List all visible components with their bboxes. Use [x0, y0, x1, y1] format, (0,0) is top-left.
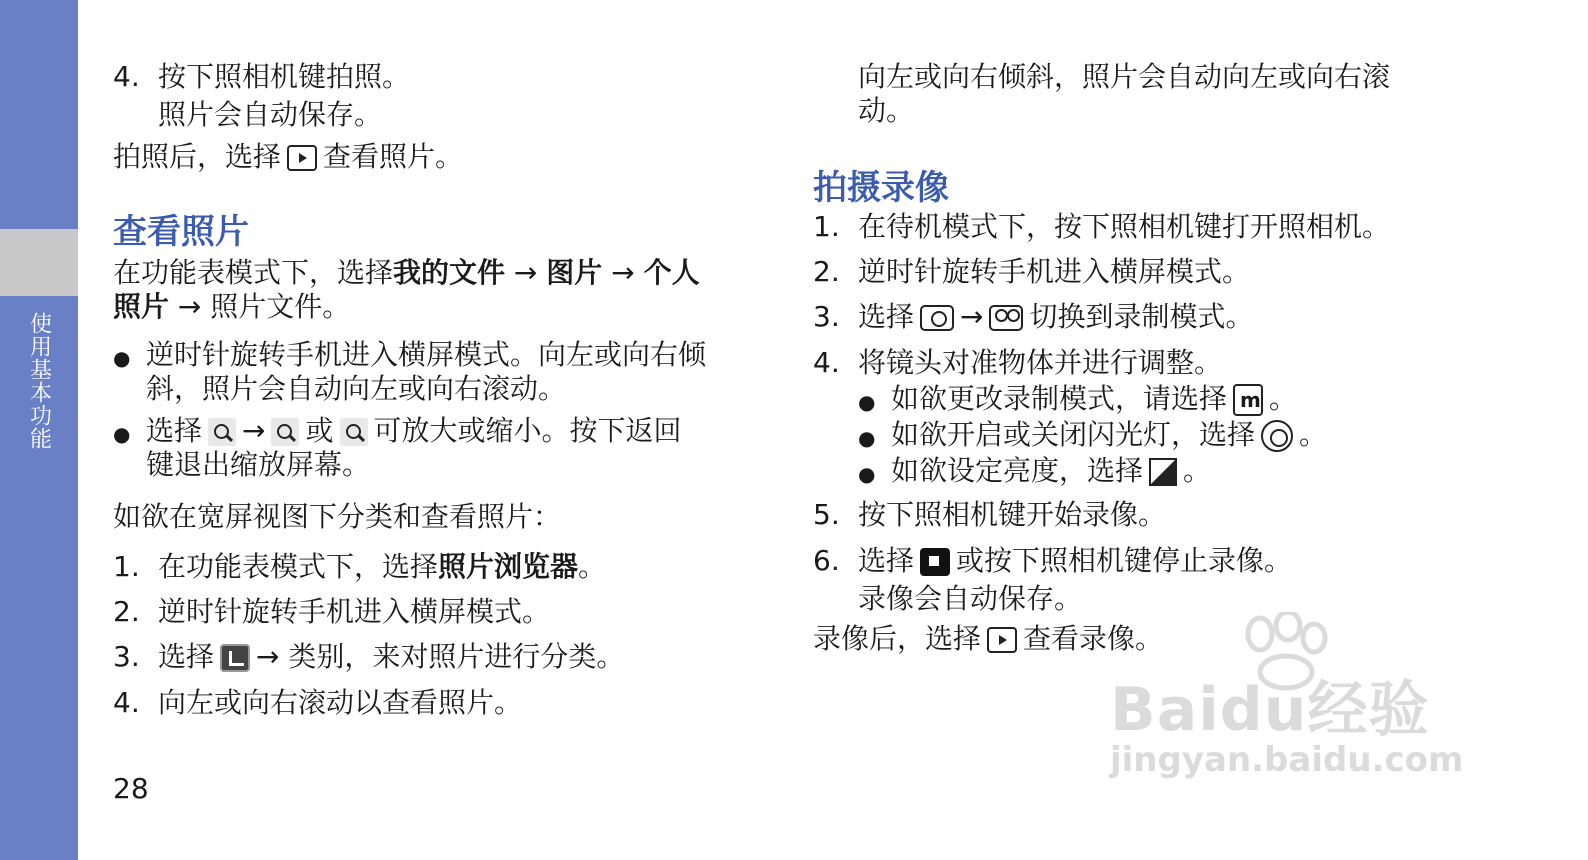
watermark-main-text: Baidu经验	[1110, 675, 1430, 745]
continued-line-1: 向左或向右倾斜，照片会自动向左或向右滚	[858, 60, 1391, 93]
bullet-dot: ●	[113, 346, 131, 370]
bullet-2-line-2: 键退出缩放屏幕。	[146, 448, 371, 481]
list-item-2: 2. 逆时针旋转手机进入横屏模式。	[113, 595, 551, 628]
step-4: 4. 按下照相机键拍照。	[113, 60, 411, 93]
baidu-watermark	[1110, 612, 1490, 792]
bullet-1-line-1: 逆时针旋转手机进入横屏模式。向左或向右倾	[146, 338, 707, 371]
record-step-5: 5. 按下照相机键开始录像。	[813, 498, 1167, 531]
flash-icon	[1261, 420, 1293, 452]
record-bullet-3: 如欲设定亮度，选择 。	[891, 454, 1212, 487]
side-tab-marker	[0, 229, 78, 296]
step-4-note: 照片会自动保存。	[158, 98, 383, 131]
video-icon	[989, 305, 1023, 331]
intro-line-2: 照片 → 照片文件。	[113, 290, 351, 323]
bullet-1-line-2: 斜，照片会自动向左或向右滚动。	[146, 372, 567, 405]
category-icon	[220, 644, 250, 672]
side-tab-label: 使用基本功能	[26, 312, 52, 450]
record-step-2: 2. 逆时针旋转手机进入横屏模式。	[813, 255, 1251, 288]
wide-intro: 如欲在宽屏视图下分类和查看照片：	[113, 500, 562, 533]
bullet-dot: ●	[113, 422, 131, 446]
heading-record-video: 拍摄录像	[813, 168, 949, 208]
watermark-sub-text: jingyan.baidu.com	[1110, 740, 1464, 780]
bullet-dot: ●	[858, 426, 876, 450]
continued-line-2: 动。	[858, 94, 915, 127]
record-mode-icon	[1233, 384, 1263, 416]
record-bullet-1: 如欲更改录制模式，请选择m 。	[891, 382, 1297, 416]
heading-view-photos: 查看照片	[113, 212, 249, 252]
record-step-4: 4. 将镜头对准物体并进行调整。	[813, 346, 1223, 379]
zoom-out-icon	[340, 418, 368, 446]
brightness-icon	[1149, 458, 1177, 486]
zoom-icon	[208, 418, 236, 446]
bullet-dot: ●	[858, 390, 876, 414]
bullet-2-line-1: 选择 → 或 可放大或缩小。按下返回	[146, 414, 682, 447]
play-icon	[287, 145, 317, 171]
record-step-1: 1. 在待机模式下，按下照相机键打开照相机。	[813, 210, 1391, 243]
page-number: 28	[113, 772, 149, 805]
record-step-6-note: 录像会自动保存。	[858, 582, 1083, 615]
camera-icon	[920, 305, 954, 331]
record-bullet-2: 如欲开启或关闭闪光灯，选择 。	[891, 418, 1328, 451]
list-item-1: 1. 在功能表模式下，选择照片浏览器。	[113, 550, 607, 583]
list-item-3: 3. 选择 → 类别，来对照片进行分类。	[113, 640, 625, 673]
after-record-line: 录像后，选择 查看录像。	[813, 622, 1164, 655]
list-item-4: 4. 向左或向右滚动以查看照片。	[113, 686, 523, 719]
record-step-3: 3. 选择 → 切换到录制模式。	[813, 300, 1254, 333]
intro-line-1: 在功能表模式下，选择我的文件 → 图片 → 个人	[113, 256, 700, 289]
bullet-dot: ●	[858, 462, 876, 486]
zoom-in-icon	[271, 418, 299, 446]
side-tab	[0, 0, 78, 860]
stop-icon	[920, 548, 950, 576]
record-step-6: 6. 选择 或按下照相机键停止录像。	[813, 544, 1293, 577]
play-icon	[987, 627, 1017, 653]
after-shot-line: 拍照后，选择 查看照片。	[113, 140, 464, 173]
